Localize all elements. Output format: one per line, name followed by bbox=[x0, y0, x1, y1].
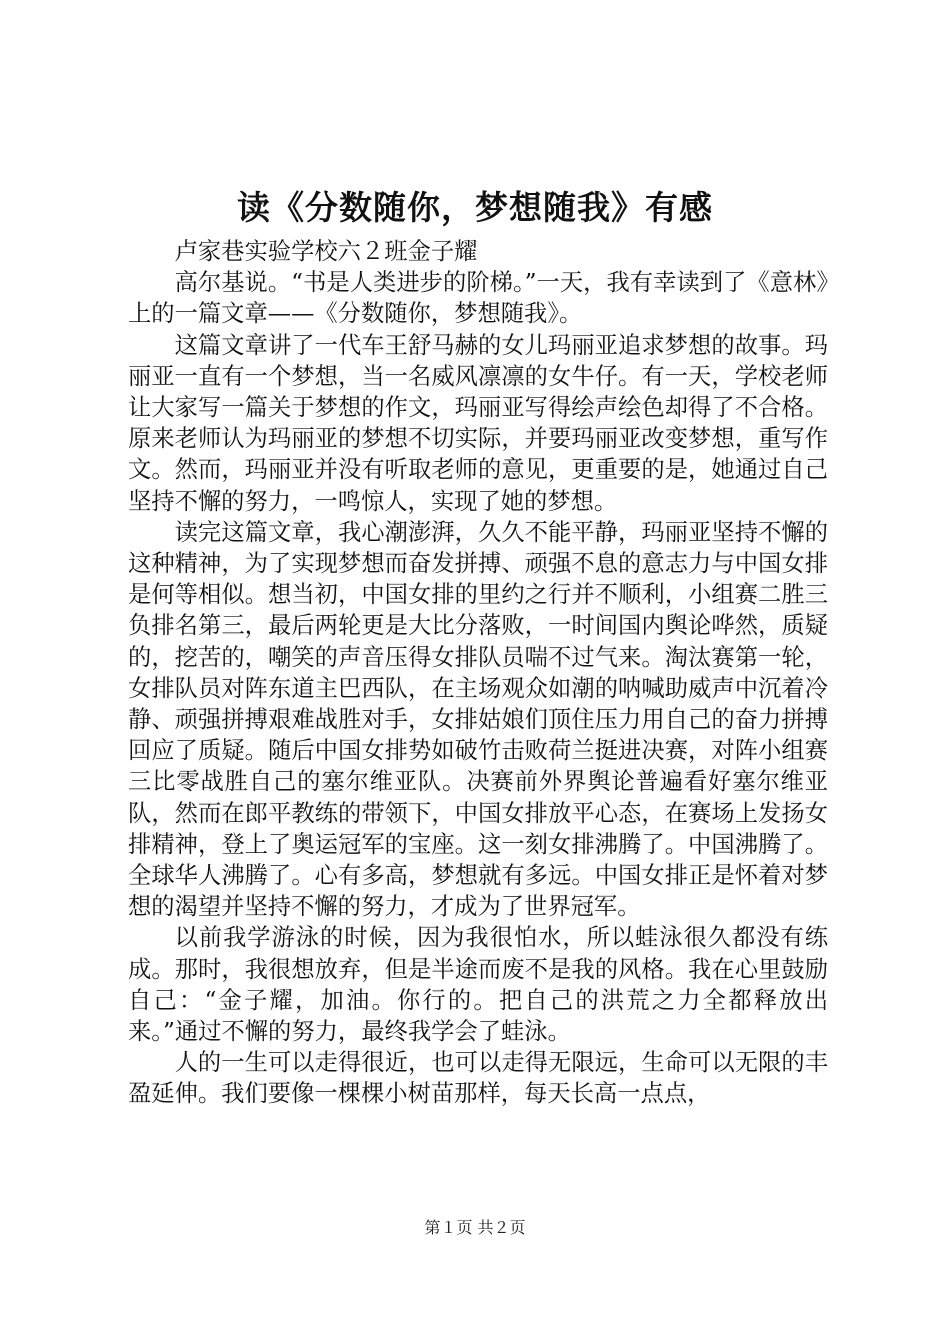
page-footer: 第１页 共２页 bbox=[424, 1218, 526, 1237]
paragraph: 高尔基说。“书是人类进步的阶梯。”一天，我有幸读到了《意林》上的一篇文章——《分数随你，梦想随我》。 bbox=[128, 269, 828, 328]
document-body bbox=[128, 236, 828, 1110]
paragraph: 读完这篇文章，我心潮澎湃，久久不能平静，玛丽亚坚持不懈的这种精神，为了实现梦想而奋发拼搏、顽强不息的意志力与中国女排是何等相似。想当初，中国女排的里约之行并不顺利，小组赛二胜三负排名第三，最后两轮更是大比分落败，一时间国内舆论哗然，质疑的，挖苦的，嘲笑的声音压得女排队员喘不过气来。淘汰赛第一轮，女排队员对阵东道主巴西队，在主场观众如潮的呐喊助威声中沉着冷静、顽强拼搏艰难战胜对手，女排姑娘们顶住压力用自己的奋力拼搏回应了质疑。随后中国女排势如破竹击败荷兰挺进决赛，对阵小组赛三比零战胜自己的塞尔维亚队。决赛前外界舆论普遍看好塞尔维亚队，然而在郎平教练的带领下，中国女排放平心态，在赛场上发扬女排精神，登上了奥运冠军的宝座。这一刻女排沸腾了。中国沸腾了。全球华人沸腾了。心有多高，梦想就有多远。中国女排正是怀着对梦想的渴望并坚持不懈的努力，才成为了世界冠军。 bbox=[128, 518, 828, 921]
page-title: 读《分数随你，梦想随我》有感 bbox=[237, 188, 713, 227]
paragraph: 人的一生可以走得很近，也可以走得无限远，生命可以无限的丰盈延伸。我们要像一棵棵小树苗那样，每天长高一点点， bbox=[128, 1049, 828, 1108]
paragraph: 以前我学游泳的时候，因为我很怕水，所以蛙泳很久都没有练成。那时，我很想放弃，但是半途而废不是我的风格。我在心里鼓励自己：“金子耀，加油。你行的。把自己的洪荒之力全都释放出来。”通过不懈的努力，最终我学会了蛙泳。 bbox=[128, 924, 828, 1046]
author-line: 卢家巷实验学校六２班金子耀 bbox=[174, 238, 478, 265]
paragraph: 这篇文章讲了一代车王舒马赫的女儿玛丽亚追求梦想的故事。玛丽亚一直有一个梦想，当一名威风凛凛的女牛仔。有一天，学校老师让大家写一篇关于梦想的作文，玛丽亚写得绘声绘色却得了不合格。原来老师认为玛丽亚的梦想不切实际，并要玛丽亚改变梦想，重写作文。然而，玛丽亚并没有听取老师的意见，更重要的是，她通过自己坚持不懈的努力，一鸣惊人，实现了她的梦想。 bbox=[128, 331, 828, 515]
